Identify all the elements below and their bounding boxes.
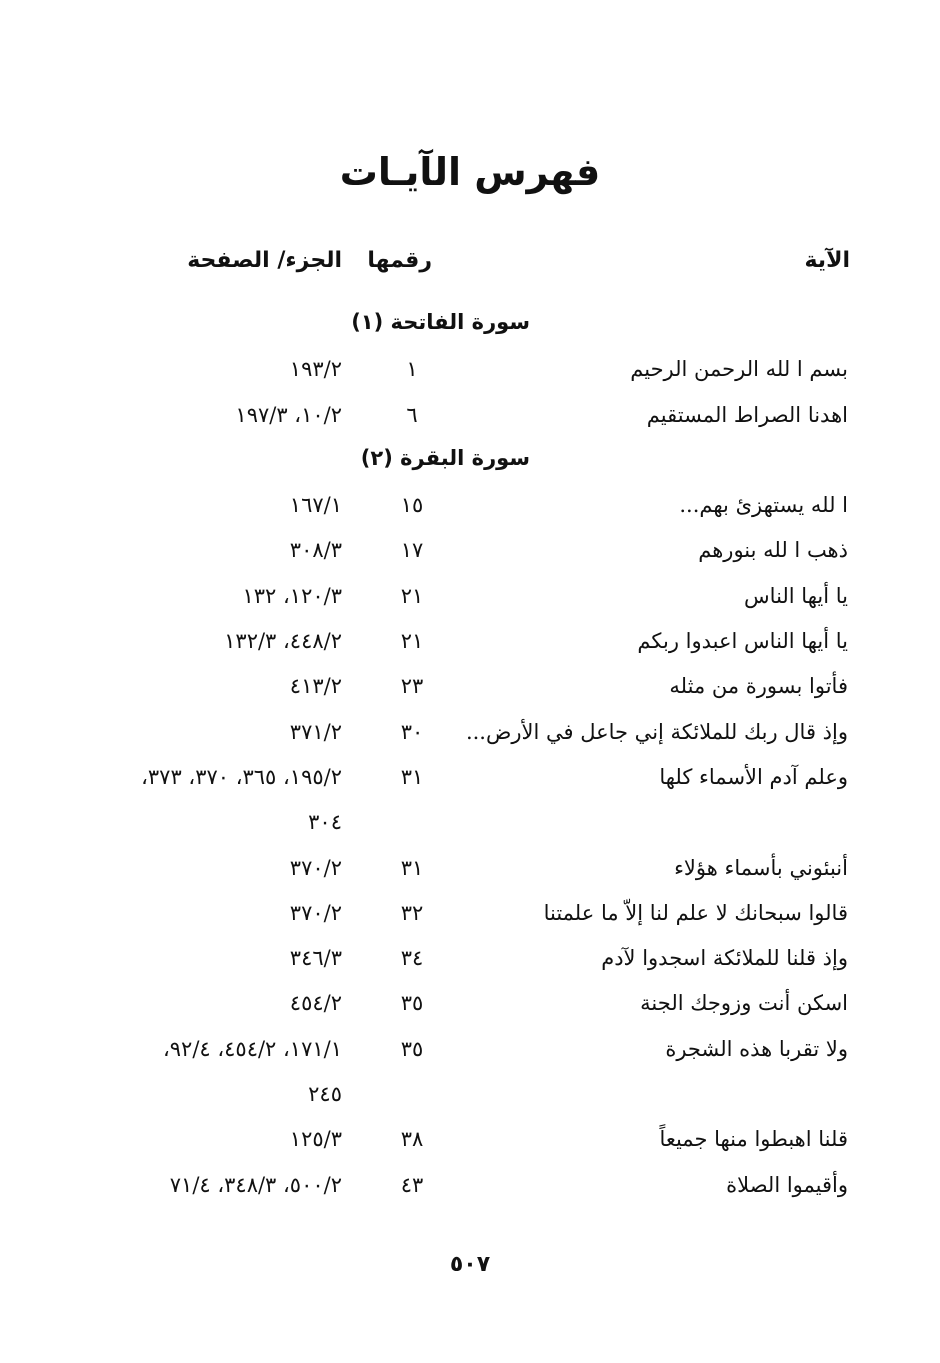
verse-index-row [0,938,940,983]
verse-number: ٢١ [400,629,424,654]
verse-text: وإذ قال ربك للملائكة إني جاعل في الأرض... [465,719,848,744]
verse-index-row [0,1165,940,1210]
verse-number: ٣٥ [400,991,424,1016]
verse-index-row [0,893,940,938]
verse-text: يا أيها الناس اعبدوا ربكم [637,629,848,654]
volume-page-reference: ٣٤٦/٣ [289,946,342,971]
verse-index-row [0,757,940,802]
verse-text: ا لله يستهزئ بهم... [679,493,848,518]
verse-index-row [0,1029,940,1074]
volume-page-reference: ٤٤٨/٢، ١٣٢/٣ [224,629,342,654]
index-header-row [0,248,940,284]
verse-index-row [0,621,940,666]
verse-index-row [0,1074,940,1119]
volume-page-reference: ٣٠٤ [308,810,342,835]
verse-number: ٢٣ [400,674,424,699]
verse-index-row [0,802,940,847]
verse-number: ٣٤ [400,946,424,971]
verse-text: قالوا سبحانك لا علم لنا إلاّ ما علمتنا [543,900,848,925]
volume-page-reference: ٢٤٥ [308,1082,342,1107]
verse-number: ٣١ [400,764,424,789]
verse-index-row [0,576,940,621]
volume-page-reference: ٥٠٠/٢، ٣٤٨/٣، ٧١/٤ [169,1172,342,1197]
verse-column-header: الآية [804,248,850,273]
verse-index-row [0,712,940,757]
volume-page-reference: ٣٠٨/٣ [289,538,342,563]
surah-title: سورة الفاتحة (١) [351,310,530,334]
verse-number: ٣٥ [400,1036,424,1061]
verse-text: وعلم آدم الأسماء كلها [659,764,848,789]
surah-title: سورة البقرة (٢) [360,445,530,470]
verse-index-list [0,304,940,1210]
verse-text: ذهب ا لله بنورهم [698,538,848,563]
verse-text: اهدنا الصراط المستقيم [646,402,848,427]
volume-page-reference: ٣٧٠/٢ [289,900,342,925]
verse-text: وأقيموا الصلاة [726,1172,848,1197]
number-column-header: رقمها [367,248,432,273]
verse-number: ١٥ [400,493,424,518]
verse-text: فأتوا بسورة من مثله [669,674,848,699]
verse-text: ولا تقربا هذه الشجرة [665,1036,848,1061]
verse-index-row [0,666,940,711]
verse-index-row [0,349,940,394]
volume-page-reference: ١٩٥/٢، ٣٦٥، ٣٧٠، ٣٧٣، [141,764,342,789]
volume-page-reference: ٤١٣/٢ [289,674,342,699]
surah-heading-row [0,440,940,485]
verse-index-row [0,395,940,440]
verse-text: يا أيها الناس [744,583,848,608]
volume-page-reference: ١٦٧/١ [289,493,342,518]
verse-text: بسم ا لله الرحمن الرحيم [630,357,848,382]
volume-page-reference: ٣٧١/٢ [289,719,342,744]
verse-number: ٢١ [400,583,424,608]
verse-text: اسكن أنت وزوجك الجنة [640,991,848,1016]
verse-number: ٣٠ [400,719,424,744]
verse-number: ٣٢ [400,900,424,925]
verse-index-row [0,983,940,1028]
page-column-header: الجزء/ الصفحة [187,248,342,273]
page-title: فهرس الآيـات [339,150,601,194]
volume-page-reference: ١٩٣/٢ [289,357,342,382]
verse-text: أنبئوني بأسماء هؤلاء [674,855,848,880]
verse-number: ١٧ [400,538,424,563]
verse-index-row [0,530,940,575]
verse-number: ٣١ [400,855,424,880]
volume-page-reference: ١٧١/١، ٤٥٤/٢، ٩٢/٤، [162,1036,342,1061]
verse-index-row [0,848,940,893]
surah-heading-row [0,304,940,349]
verse-index-row [0,1119,940,1164]
verse-number: ٣٨ [400,1127,424,1152]
verse-text: قلنا اهبطوا منها جميعاً [659,1127,848,1152]
verse-number: ٦ [406,402,418,427]
verse-number: ٤٣ [400,1172,424,1197]
verse-number: ١ [406,357,418,382]
volume-page-reference: ١٢٠/٣، ١٣٢ [242,583,342,608]
volume-page-reference: ١٠/٢، ١٩٧/٣ [235,402,342,427]
verse-index-row [0,485,940,530]
verse-text: وإذ قلنا للملائكة اسجدوا لآدم [601,946,848,971]
volume-page-reference: ١٢٥/٣ [289,1127,342,1152]
volume-page-reference: ٣٧٠/٢ [289,855,342,880]
volume-page-reference: ٤٥٤/٢ [289,991,342,1016]
page-number: ٥٠٧ [449,1252,491,1277]
